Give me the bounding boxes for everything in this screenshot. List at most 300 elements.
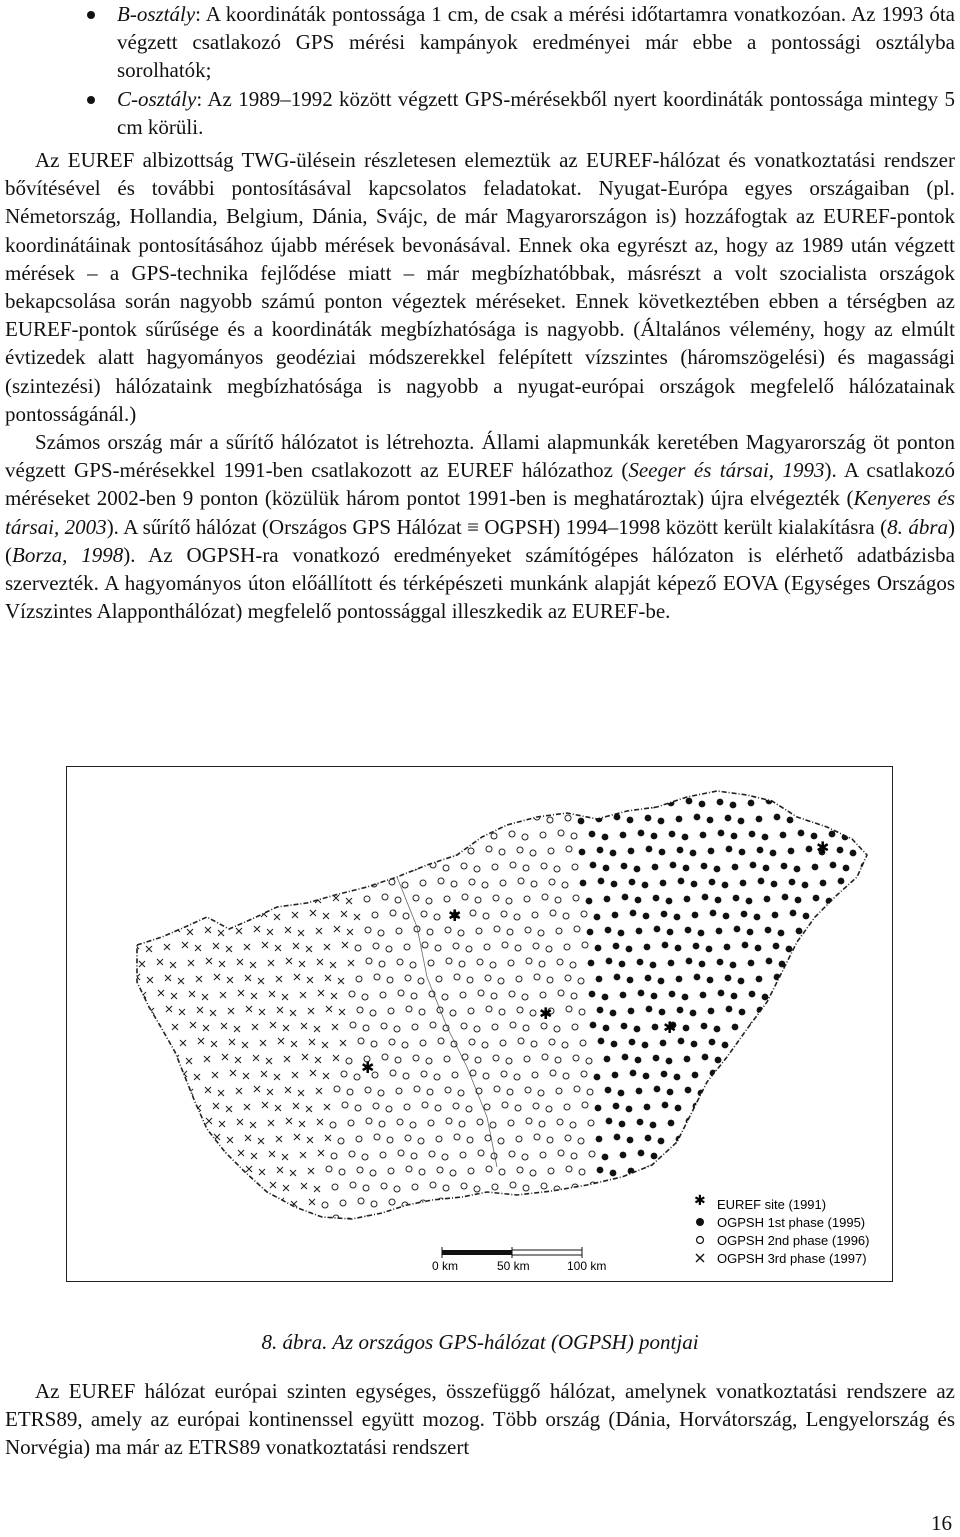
phase3-point bbox=[102, 1102, 108, 1108]
phase3-point bbox=[306, 1106, 312, 1112]
phase3-point bbox=[268, 960, 274, 966]
phase3-point bbox=[246, 846, 252, 852]
phase1-point bbox=[826, 1058, 833, 1065]
phase1-point bbox=[756, 976, 763, 983]
phase1-point bbox=[693, 943, 700, 950]
phase1-point bbox=[740, 1040, 747, 1047]
phase3-point bbox=[147, 1137, 153, 1143]
phase1-point bbox=[882, 1202, 889, 1209]
phase2-point bbox=[426, 1218, 432, 1224]
phase2-point bbox=[508, 800, 514, 806]
phase1-point bbox=[859, 801, 866, 808]
phase3-point bbox=[291, 881, 297, 887]
phase1-point bbox=[724, 784, 731, 791]
phase1-point bbox=[810, 962, 817, 969]
phase3-point bbox=[100, 1040, 106, 1046]
citation: Seeger és társai, 1993 bbox=[628, 458, 825, 483]
phase1-point bbox=[605, 927, 612, 934]
phase1-point bbox=[659, 1169, 666, 1176]
phase3-point bbox=[339, 1009, 345, 1015]
phase3-point bbox=[148, 1168, 154, 1174]
phase2-point bbox=[500, 1200, 506, 1206]
phase3-point bbox=[131, 1201, 137, 1207]
phase1-point bbox=[630, 1070, 637, 1077]
phase1-point bbox=[619, 1121, 626, 1128]
phase2-point bbox=[363, 1025, 369, 1031]
phase1-point bbox=[669, 1151, 676, 1158]
phase1-point bbox=[718, 990, 725, 997]
phase2-point bbox=[462, 894, 468, 900]
body-text-bottom bbox=[5, 1377, 955, 1462]
phase2-point bbox=[372, 1232, 378, 1238]
phase3-point bbox=[236, 928, 242, 934]
phase1-point bbox=[668, 1120, 675, 1127]
phase2-point bbox=[438, 1038, 444, 1044]
phase3-point bbox=[331, 993, 337, 999]
phase3-point bbox=[77, 1119, 83, 1125]
phase2-point bbox=[482, 1202, 488, 1208]
phase1-point bbox=[779, 1121, 786, 1128]
phase3-point bbox=[221, 1023, 227, 1029]
phase2-point bbox=[469, 1199, 475, 1205]
phase3-point bbox=[357, 847, 363, 853]
phase1-point bbox=[709, 1039, 716, 1046]
phase2-point bbox=[380, 1152, 386, 1158]
phase3-point bbox=[156, 928, 162, 934]
phase1-point bbox=[684, 1056, 691, 1063]
phase1-point bbox=[853, 1103, 860, 1110]
paragraph-densification bbox=[5, 428, 955, 625]
phase1-point bbox=[588, 800, 595, 807]
phase3-point bbox=[116, 816, 122, 822]
phase1-point bbox=[749, 991, 756, 998]
phase2-point bbox=[421, 1231, 427, 1237]
phase1-point bbox=[828, 960, 835, 967]
phase2-point bbox=[547, 817, 553, 823]
phase2-point bbox=[428, 1120, 434, 1126]
phase3-point bbox=[250, 962, 256, 968]
phase3-point bbox=[90, 962, 96, 968]
phase1-point bbox=[730, 1122, 737, 1129]
phase3-point bbox=[214, 814, 220, 820]
phase2-point bbox=[510, 1182, 516, 1188]
phase3-point bbox=[308, 1168, 314, 1174]
phase1-point bbox=[766, 1118, 773, 1125]
phase3-point bbox=[356, 816, 362, 822]
phase1-point bbox=[642, 1042, 649, 1049]
bullet-list bbox=[0, 0, 960, 141]
phase2-point bbox=[459, 961, 465, 967]
phase1-point bbox=[884, 1104, 891, 1111]
phase2-point bbox=[478, 990, 484, 996]
phase3-point bbox=[276, 816, 282, 822]
phase2-point bbox=[422, 942, 428, 948]
phase1-point bbox=[749, 1151, 756, 1158]
phase3-point bbox=[214, 1134, 220, 1140]
phase3-point bbox=[269, 831, 275, 837]
phase1-point bbox=[710, 1230, 717, 1237]
phase3-point bbox=[99, 849, 105, 855]
phase3-point bbox=[146, 946, 152, 952]
phase3-point bbox=[227, 817, 233, 823]
bullet-item-c bbox=[0, 85, 960, 141]
phase3-point bbox=[92, 1024, 98, 1030]
phase1-point bbox=[773, 1103, 780, 1110]
phase1-point bbox=[794, 866, 801, 873]
phase3-point bbox=[234, 1186, 240, 1192]
phase1-point bbox=[846, 798, 853, 805]
phase2-point bbox=[586, 1058, 592, 1064]
phase2-point bbox=[475, 1057, 481, 1063]
phase1-point bbox=[843, 1185, 850, 1192]
phase1-point bbox=[666, 1058, 673, 1065]
phase2-point bbox=[587, 1089, 593, 1095]
phase3-point bbox=[210, 1010, 216, 1016]
phase3-point bbox=[202, 834, 208, 840]
phase1-point bbox=[594, 914, 601, 921]
phase2-point bbox=[501, 911, 507, 917]
text-run: ). A sűrítő hálózat (Országos GPS Hálózat ≡ OGPSH) 1994–1998 között került kialakításra ( bbox=[106, 514, 888, 539]
phase1-point bbox=[612, 912, 619, 919]
phase2-point bbox=[522, 834, 528, 840]
phase3-point bbox=[188, 800, 194, 806]
phase2-point bbox=[338, 1138, 344, 1144]
phase1-point bbox=[866, 946, 873, 953]
phase2-point bbox=[547, 1137, 553, 1143]
phase1-point bbox=[614, 1134, 621, 1141]
phase1-point bbox=[755, 1105, 762, 1112]
phase3-point bbox=[102, 942, 108, 948]
phase2-point bbox=[501, 1231, 507, 1237]
phase3-point bbox=[83, 1233, 89, 1239]
phase3-point bbox=[158, 990, 164, 996]
phase1-point bbox=[651, 833, 658, 840]
phase3-point bbox=[307, 977, 313, 983]
phase3-point bbox=[210, 1170, 216, 1176]
phase3-point bbox=[262, 942, 268, 948]
phase3-point bbox=[132, 912, 138, 918]
phase3-point bbox=[301, 863, 307, 869]
phase2-point bbox=[565, 1135, 571, 1141]
phase3-point bbox=[178, 1138, 184, 1144]
phase1-point bbox=[613, 1103, 620, 1110]
phase2-point bbox=[538, 930, 544, 936]
phase2-point bbox=[395, 1217, 401, 1223]
phase2-point bbox=[374, 1134, 380, 1140]
phase1-point bbox=[596, 1136, 603, 1143]
phase3-point bbox=[186, 898, 192, 904]
phase1-point bbox=[668, 800, 675, 807]
phase3-point bbox=[268, 800, 274, 806]
phase3-point bbox=[134, 814, 140, 820]
phase2-point bbox=[518, 1198, 524, 1204]
phase2-point bbox=[468, 1168, 474, 1174]
phase3-point bbox=[326, 1006, 332, 1012]
phase1-point bbox=[621, 863, 628, 870]
phase1-point bbox=[723, 1073, 730, 1080]
phase1-point bbox=[683, 1185, 690, 1192]
phase3-point bbox=[67, 817, 73, 823]
phase1-point bbox=[875, 1217, 882, 1224]
phase1-point bbox=[678, 1198, 685, 1205]
phase1-point bbox=[611, 1201, 618, 1208]
phase2-point bbox=[533, 943, 539, 949]
phase1-point bbox=[602, 994, 609, 1001]
phase3-point bbox=[323, 913, 329, 919]
scale-bar bbox=[432, 1247, 606, 1273]
phase1-point bbox=[765, 1087, 772, 1094]
phase1-point bbox=[701, 1023, 708, 1030]
phase3-point bbox=[126, 798, 132, 804]
phase3-point bbox=[278, 1038, 284, 1044]
phase2-point bbox=[524, 1216, 530, 1222]
phase1-point bbox=[644, 784, 651, 791]
phase3-point bbox=[98, 1138, 104, 1144]
phase3-point bbox=[259, 849, 265, 855]
phase1-point bbox=[884, 944, 891, 951]
phase2-point bbox=[550, 1230, 556, 1236]
phase3-point bbox=[266, 1058, 272, 1064]
phase3-point bbox=[115, 785, 121, 791]
phase2-point bbox=[530, 1010, 536, 1016]
phase2-point bbox=[371, 1201, 377, 1207]
phase2-point bbox=[564, 1104, 570, 1110]
phase3-point bbox=[124, 1056, 130, 1062]
phase1-point bbox=[814, 1086, 821, 1093]
phase2-point bbox=[429, 831, 435, 837]
phase2-point bbox=[341, 1231, 347, 1237]
phase1-point bbox=[867, 1137, 874, 1144]
phase1-point bbox=[827, 1089, 834, 1096]
phase3-point bbox=[114, 1234, 120, 1240]
phase1-point bbox=[818, 1138, 825, 1145]
phase1-point bbox=[654, 926, 661, 933]
phase3-point bbox=[341, 911, 347, 917]
phase1-point bbox=[868, 1168, 875, 1175]
euref-site-point: ✱ bbox=[539, 1004, 553, 1023]
phase2-point bbox=[403, 1233, 409, 1239]
phase2-point bbox=[386, 1106, 392, 1112]
phase2-point bbox=[453, 1103, 459, 1109]
phase2-point bbox=[542, 1054, 548, 1060]
phase1-point bbox=[706, 946, 713, 953]
phase3-point bbox=[220, 832, 226, 838]
phase2-point bbox=[478, 1150, 484, 1156]
phase2-point bbox=[334, 1086, 340, 1092]
phase3-point bbox=[132, 1232, 138, 1238]
phase3-point bbox=[164, 784, 170, 790]
phase1-point bbox=[730, 802, 737, 809]
phase2-point bbox=[485, 815, 491, 821]
phase3-point bbox=[363, 865, 369, 871]
phase3-point bbox=[277, 1007, 283, 1013]
text-run: ). A csatlakozó méréseket 2002-ben 9 ponton (közülük három pontot 1991-ben is meghatároztak) újra elvégezték ( bbox=[5, 458, 956, 511]
phase1-point bbox=[654, 1086, 661, 1093]
legend-label-phase1: OGPSH 1st phase (1995) bbox=[717, 1215, 866, 1230]
scale-label-50: 50 km bbox=[497, 1259, 530, 1273]
phase2-point bbox=[499, 1169, 505, 1175]
phase2-point bbox=[539, 961, 545, 967]
phase3-point bbox=[154, 866, 160, 872]
phase2-point bbox=[474, 866, 480, 872]
phase3-point bbox=[68, 848, 74, 854]
citation: Kenyeres és társai, 2003 bbox=[5, 486, 955, 539]
phase2-point bbox=[410, 802, 416, 808]
phase3-point bbox=[283, 865, 289, 871]
phase1-point bbox=[804, 784, 811, 791]
phase3-point bbox=[221, 863, 227, 869]
phase3-point bbox=[139, 961, 145, 967]
phase3-point bbox=[212, 1232, 218, 1238]
phase2-point bbox=[406, 1166, 412, 1172]
phase2-point bbox=[579, 1169, 585, 1175]
phase3-point bbox=[282, 834, 288, 840]
phase1-point bbox=[822, 942, 829, 949]
phase3-point bbox=[138, 1090, 144, 1096]
phase3-point bbox=[252, 864, 258, 870]
phase1-point bbox=[726, 1166, 733, 1173]
phase3-point bbox=[86, 1006, 92, 1012]
phase2-point bbox=[509, 1151, 515, 1157]
phase1-point bbox=[700, 1152, 707, 1159]
phase1-point bbox=[746, 1058, 753, 1065]
phase1-point bbox=[646, 846, 653, 853]
phase1-point bbox=[718, 830, 725, 837]
phase2-point bbox=[451, 1201, 457, 1207]
phase1-point bbox=[739, 849, 746, 856]
phase3-point bbox=[293, 943, 299, 949]
phase2-point bbox=[413, 1215, 419, 1221]
phase1-point bbox=[859, 961, 866, 968]
phase1-point bbox=[651, 993, 658, 1000]
phase3-point bbox=[309, 879, 315, 885]
phase3-point bbox=[340, 1040, 346, 1046]
citation: Borza, 1998 bbox=[12, 542, 124, 567]
phase3-point bbox=[307, 1137, 313, 1143]
phase3-point bbox=[245, 1135, 251, 1141]
phase1-point bbox=[822, 1102, 829, 1109]
phase3-point bbox=[314, 1186, 320, 1192]
phase3-point bbox=[221, 1183, 227, 1189]
phase3-point bbox=[181, 1231, 187, 1237]
phase2-point bbox=[389, 1199, 395, 1205]
euref-sites-layer bbox=[361, 838, 829, 1077]
phase3-point bbox=[350, 862, 356, 868]
phase3-point bbox=[258, 978, 264, 984]
phase1-point bbox=[762, 834, 769, 841]
phase3-point bbox=[108, 1120, 114, 1126]
phase3-point bbox=[220, 1152, 226, 1158]
phase2-point bbox=[355, 945, 361, 951]
phase1-point bbox=[605, 1087, 612, 1094]
phase2-point bbox=[572, 1024, 578, 1030]
phase2-point bbox=[540, 1152, 546, 1158]
phase1-point bbox=[596, 976, 603, 983]
phase1-point bbox=[827, 929, 834, 936]
phase2-point bbox=[578, 978, 584, 984]
phase2-point bbox=[420, 1040, 426, 1046]
phase3-point bbox=[154, 1186, 160, 1192]
phase2-point bbox=[381, 1023, 387, 1029]
phase2-point bbox=[586, 1218, 592, 1224]
phase1-point bbox=[804, 1104, 811, 1111]
phase2-point bbox=[571, 833, 577, 839]
phase2-point bbox=[397, 799, 403, 805]
phase3-point bbox=[138, 930, 144, 936]
phase2-point bbox=[492, 864, 498, 870]
phase3-point bbox=[165, 975, 171, 981]
phase1-point bbox=[874, 866, 881, 873]
phase2-point bbox=[582, 942, 588, 948]
phase1-point bbox=[580, 880, 587, 887]
phase1-point bbox=[684, 896, 691, 903]
phase2-point bbox=[404, 944, 410, 950]
phase2-point bbox=[581, 1071, 587, 1077]
phase1-point bbox=[637, 799, 644, 806]
phase2-point bbox=[405, 1135, 411, 1141]
phase1-point bbox=[675, 945, 682, 952]
phase3-point bbox=[194, 914, 200, 920]
phase3-point bbox=[75, 897, 81, 903]
phase2-point bbox=[435, 945, 441, 951]
phase3-point bbox=[348, 800, 354, 806]
phase2-point bbox=[443, 1025, 449, 1031]
phase1-point bbox=[637, 1119, 644, 1126]
phase1-point bbox=[842, 834, 849, 841]
phase1-point bbox=[638, 830, 645, 837]
phase1-point bbox=[674, 1234, 681, 1241]
phase3-point bbox=[98, 978, 104, 984]
phase3-point bbox=[172, 1184, 178, 1190]
phase3-point bbox=[196, 816, 202, 822]
phase3-point bbox=[150, 1070, 156, 1076]
phase3-point bbox=[170, 802, 176, 808]
phase1-point bbox=[870, 1070, 877, 1077]
phase3-point bbox=[284, 896, 290, 902]
phase1-point bbox=[730, 962, 737, 969]
phase3-point bbox=[278, 878, 284, 884]
phase3-point bbox=[203, 1025, 209, 1031]
phase2-point bbox=[394, 866, 400, 872]
phase3-point bbox=[204, 1216, 210, 1222]
phase2-point bbox=[574, 926, 580, 932]
phase3-point bbox=[166, 846, 172, 852]
phase1-point bbox=[694, 1134, 701, 1141]
phase2-point bbox=[482, 882, 488, 888]
phase3-point bbox=[82, 1042, 88, 1048]
phase3-point bbox=[190, 1022, 196, 1028]
phase3-point bbox=[179, 849, 185, 855]
phase2-point bbox=[490, 962, 496, 968]
phase1-point bbox=[739, 1169, 746, 1176]
phase3-point bbox=[213, 783, 219, 789]
phase3-point bbox=[78, 990, 84, 996]
phase1-point bbox=[658, 1138, 665, 1145]
phase1-point bbox=[682, 1154, 689, 1161]
phase1-point bbox=[670, 862, 677, 869]
phase3-point bbox=[300, 992, 306, 998]
phase1-point bbox=[796, 1088, 803, 1095]
phase3-point bbox=[244, 1104, 250, 1110]
phase1-point bbox=[724, 944, 731, 951]
phase3-point bbox=[147, 977, 153, 983]
phase1-point bbox=[620, 832, 627, 839]
phase3-point bbox=[124, 1216, 130, 1222]
phase2-point bbox=[562, 1202, 568, 1208]
bullet-icon bbox=[87, 96, 95, 104]
phase3-point bbox=[316, 928, 322, 934]
phase1-point bbox=[891, 1153, 892, 1160]
